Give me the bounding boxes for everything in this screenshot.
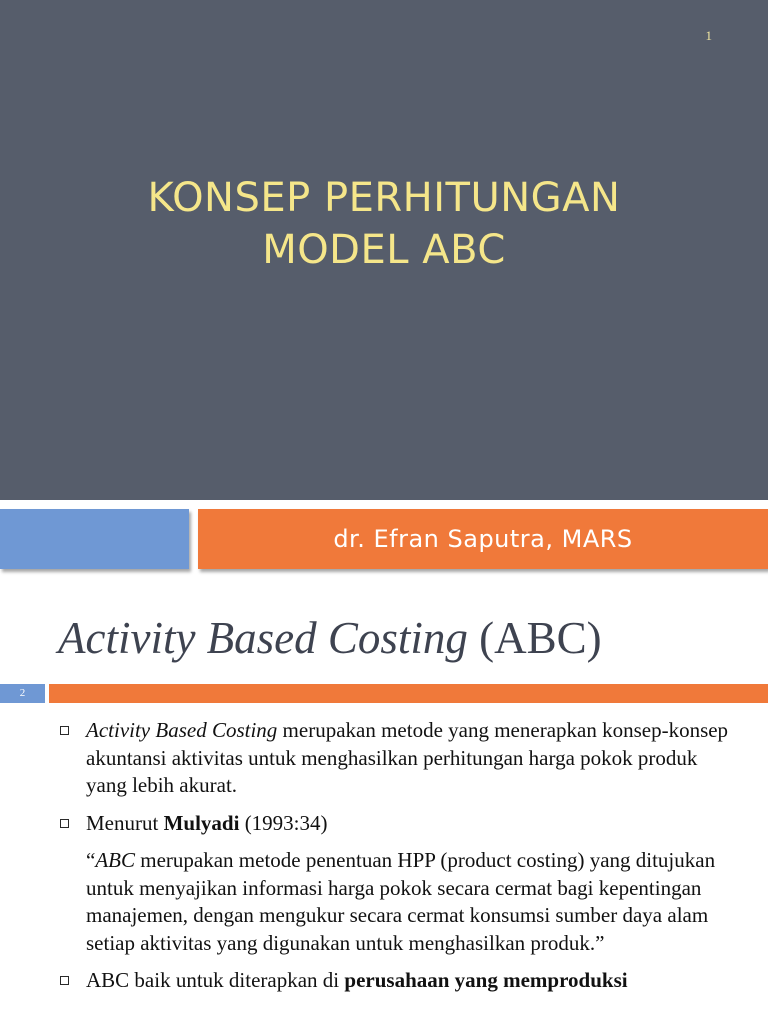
bullet-1-text: merupakan metode yang menerapkan konsep-konsep akuntansi aktivitas untuk menghasilkan perhitungan harga pokok produk yang lebih akurat. — [86, 718, 729, 797]
square-bullet-icon — [60, 976, 69, 985]
slide-2-number: 2 — [19, 687, 26, 699]
slide-2-title — [58, 610, 602, 666]
quote-block — [58, 847, 738, 957]
author-name: dr. Efran Saputra, MARS — [333, 525, 633, 553]
bullet-1-italic: Activity Based Costing — [86, 718, 278, 742]
bullet-2-suffix: (1993:34) — [239, 810, 328, 835]
quote-italic: ABC — [95, 848, 135, 872]
slide-2-content — [58, 717, 738, 1005]
slide-2-title-italic: Activity Based Costing — [58, 613, 468, 663]
slide-number: 1 — [705, 28, 712, 43]
slide-1 — [0, 0, 768, 500]
bullet-3-prefix: ABC baik untuk diterapkan di — [86, 968, 345, 992]
quote-open: “ — [86, 848, 96, 872]
square-bullet-icon — [60, 819, 69, 828]
bullet-item-3 — [58, 967, 738, 995]
bullet-2-bold: Mulyadi — [163, 810, 240, 835]
square-bullet-icon — [60, 726, 69, 735]
accent-blue-block — [0, 509, 189, 569]
quote-text: merupakan metode penentuan HPP (product costing) yang ditujukan untuk menyajikan informasi harga pokok secara cermat bagi kepentingan manajemen, dengan mengukur secara cermat konsumsi sumber daya alam setiap aktivitas yang digunakan untuk menghasilkan produk.” — [86, 848, 716, 955]
slide-title-line-2: MODEL ABC — [262, 227, 506, 273]
bullet-item-2 — [58, 810, 738, 838]
bullet-item-1 — [58, 717, 738, 800]
slide-title-line-1: KONSEP PERHITUNGAN — [147, 175, 621, 221]
bullet-2-prefix: Menurut — [86, 810, 164, 835]
slide-2-accent-bar — [49, 684, 768, 703]
slide-2-title-rest: (ABC) — [467, 613, 602, 663]
slide-title — [0, 172, 768, 276]
bullet-3-bold: perusahaan yang memproduksi — [344, 968, 628, 992]
